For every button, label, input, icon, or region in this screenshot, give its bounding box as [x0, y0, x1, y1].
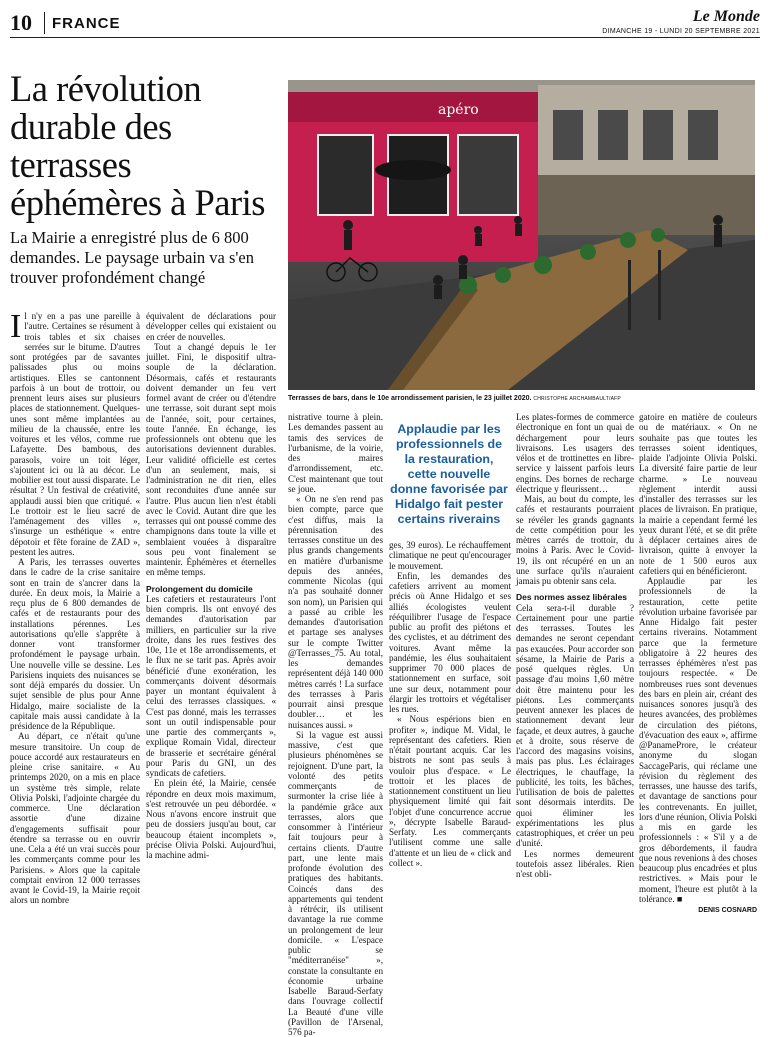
deck: La Mairie a enregistré plus de 6 800 demandes. Le paysage urbain va s'en trouver profondément changé — [10, 228, 254, 287]
newspaper-logo: Le Monde — [692, 8, 760, 25]
subhead-1: Prolongement du domicile — [146, 583, 253, 594]
article-column-2: équivalent de déclarations pour développer celles qui existaient ou en créer de nouvelles. Tout a changé depuis le 1er juillet. Fini, le dispositif ultra-souple de la déclaration. Désormais, cafés et restaurants doivent demander un feu vert formel avant de créer ou d'étendre une terrasse, soit durant sept mois de l'année, soit, pour certaines, toute l'année. En échange, les professionnels ont obtenu que les autorisations deviennent durables. Leur validité officielle est certes d'un an seulement, mais, si l'administration ne dit rien, elles sont reconduites d'une année sur l'autre. Plus aucun lien n'est établi avec le Covid. Autant dire que les terrasses qui ont poussé comme des champignons dans toute la ville et semblaient vouées à disparaître sous peu vont finalement se maintenir. Éphémères et éternelles en même temps. Prolongement du domicile Les cafetiers et restaurateurs l'ont bien compris. Ils ont envoyé des demandes d'autorisation par milliers, en particulier sur la rive droite, dans les rues festives des 10e, 11e et 18e arrondissements, et le flux ne se tarit pas. Après avoir bénéficié d'une exonération, les commerçants doivent désormais payer un montant équivalent à celui des terrasses classiques. « C'est pas donné, mais les terrasses sont un outil indispensable pour une partie des commerçants », explique Romain Vidal, directeur de brasserie et secrétaire général pour Paris du GNI, un des syndicats de cafetiers. En plein été, la Mairie, censée répondre en deux mois maximum, s'est retrouvée un peu débordée. « Nous n'avons encore instruit que peu de dossiers jusqu'au bout, car beaucoup étaient incomplets », précise Olivia Polski. Aujourd'hui, la machine admi- — [146, 311, 276, 860]
page-number: 10 — [10, 10, 32, 35]
article-column-3: nistrative tourne à plein. Les demandes passent au tamis des services de l'urbanisme, de la voirie, des maires d'arrondissement, etc. C'est maintenant que tout se joue. « On ne s'en rend pas bien compte, parce que c'est diffus, mais la pérennisation des terrasses constitue un des plus grands changements en matière d'urbanisme depuis des années, commente Nicolas (qui n'a pas souhaité donner son nom), un Parisien qui a passé au crible les demandes d'autorisation et partage ses analyses sur le compte Twitter @Terrasses_75. Au total, les demandes représentent déjà 140 000 mètres carrés ! La surface des terrasses à Paris pourrait ainsi presque doubler… et les nuisances aussi. » Si la vague est aussi massive, c'est que plusieurs phénomènes se rejoignent. D'une part, la volonté des petits commerçants de surmonter la crise liée à la pandémie grâce aux terrasses, alors que consommer à l'intérieur fait toujours peur à certains clients. D'autre part, une lente mais profonde évolution des pratiques des habitants. Coincés dans des appartements qui tendent à rétrécir, ils utilisent davantage la rue comme un prolongement de leur domicile. « L'espace public se "méditerranéise" », constate la consultante en économie urbaine Isabelle Baraud-Serfaty dans l'ouvrage collectif La Beauté d'une ville (Pavillon de l'Arsenal, 576 pa- — [288, 412, 383, 1037]
author-signature: DENIS COSNARD — [698, 907, 757, 914]
article-column-5: Les plates-formes de commerce électronique en font un quai de déchargement pour leurs livraisons. Les usagers des vélos et de trottinettes en libre-service y laissent parfois leurs engins. Des bornes de recharge électrique y fleurissent… Mais, au bout du compte, les cafés et restaurants pourraient se révéler les grands gagnants de cette compétition pour les mètres carrés de trottoir, du moins à Paris. Avec le Covid-19, ils ont récupéré en un an une surface qu'ils n'auraient jamais pu obtenir sans cela. Des normes assez libérales Cela sera-t-il durable ? Certainement pour une partie des terrasses. Toutes les demandes ne seront cependant pas exaucées. Pour accorder son sésame, la Mairie de Paris a posé quelques règles. Un passage d'au moins 1,60 mètre doit être maintenu pour les piétons. Les commerçants peuvent annexer les places de stationnement devant leur façade, et deux autres, à gauche et à droite, sous réserve de l'accord des magasins voisins, mais pas plus. Les éclairages électriques, le chauffage, la publicité, les toits, les bâches, l'utilisation de bois de palettes sont désormais interdits. De quoi éliminer les expérimentations les plus catastrophiques, et créer un peu d'unité. Les normes demeurent toutefois assez libérales. Rien n'est obli- — [516, 412, 634, 879]
article-photo — [288, 80, 755, 390]
section-label: FRANCE — [52, 15, 121, 32]
article-column-6: gatoire en matière de couleurs ou de matériaux. « On ne souhaite pas que toutes les terrasses soient identiques, plaide l'adjointe Olivia Polski. La diversité faire partie de leur charme. » Le nouveau règlement interdit aussi d'installer des terrasses sur les places de livraison. En pratique, la mairie a cependant fermé les yeux durant l'été, et se dit prête à déplacer certaines aires de livraison, quitte à envoyer la note de 1 500 euros aux cafetiers qui en bénéficieront. Applaudie par les professionnels de la restauration, cette petite révolution urbaine favorisée par Anne Hidalgo fait pester certains riverains. Notamment parce que la fermeture obligatoire à 22 heures des terrasses éphémères n'est pas toujours respectée. « De nombreuses rues sont devenues des bars en plein air, créant des nuisances sonores jusqu'à des heures avancées, des problèmes de circulation des piétons, d'évacuation des eaux », affirme @PanameProre, le créateur anonyme du slogan SaccageParis, qui réclame une révision du règlement des terrasses, une hausse des tarifs, et davantage de sanctions pour les contrevenants. En juillet, lors d'une réunion, Olivia Polski a mis en garde les professionnels : « S'il y a de gros débordements, il faudra que nous revenions à des choses beaucoup plus encadrées et plus restrictives. » Mais pour le moment, l'heure est plutôt à la tolérance. ■ DENIS COSNARD — [639, 412, 757, 916]
headline: La révolution durable des terrasses éphémères à Paris — [10, 68, 266, 223]
issue-date: DIMANCHE 19 - LUNDI 20 SEPTEMBRE 2021 — [602, 28, 760, 35]
terrace-photo-illustration — [288, 80, 755, 390]
photo-credit: CHRISTOPHE ARCHAMBAULT/AFP — [533, 396, 621, 402]
drop-cap: I — [10, 308, 22, 345]
page-header — [10, 8, 760, 38]
caption-text: Terrasses de bars, dans le 10e arrondissement parisien, le 23 juillet 2020. — [288, 395, 532, 402]
apero-sign: apéro — [438, 102, 479, 118]
photo-caption — [288, 395, 755, 402]
pull-quote: Applaudie par les professionnels de la restauration, cette nouvelle donne favorisée par Hidalgo fait pester certains riverains — [390, 422, 508, 526]
header-divider — [44, 12, 45, 34]
article-column-1: Il n'y en a pas une pareille à l'autre. Certaines se résument à trois tables et six chaises serrées sur le bitume. D'autres sont protégées par de savantes palissades plus ou moins artistiques. Elles se cantonnent parfois à un bout de trottoir, ou prennent leurs aises sur plusieurs places de stationnement. Quelques-unes sont même implantées au milieu de la chaussée, entre les voitures et les vélos, comme rue Lafayette. Des bambous, des parasols, voire un toit léger, s'ajoutent ici ou là au décor. Le mobilier est tout aussi disparate. Le résultat ? Un festival de créativité, applaudi aussi bien que critiqué. « Le trottoir est le lieu sacré de l'aménagement des villes », s'insurge un esthétique « entre dépotoir et fête foraine de ZAD », pestent les autres. A Paris, les terrasses ouvertes dans le cadre de la crise sanitaire sont en train de s'ancrer dans la durée. En deux mois, la Mairie a reçu plus de 6 800 demandes de cafés et de restaurants pour des installations pérennes. Les autorisations qu'elle s'apprête à donner vont transformer profondément le paysage urbain. Une nouvelle ville se dessine. Les Parisiens inquiets des nuisances se sont déjà emparés du dossier. Un sujet sensible de plus pour Anne Hidalgo, maire socialiste de la capitale mais aussi candidate à la présidence de la République. Au départ, ce n'était qu'une mesure transitoire. Un coup de pouce accordé aux restaurateurs en pleine crise sanitaire. « Au printemps 2020, on a mis en place un système très simple, relate Olivia Polski, l'adjointe chargée du commerce. Une déclaration assortie d'une dizaine d'engagements suffisait pour étendre sa terrasse ou en ouvrir une. Cela a été un vrai succès pour les commerçants comme pour les Parisiens. » Alors que la capitale comptait environ 12 000 terrasses avant le Covid-19, la Mairie reçoit alors un nombre — [10, 308, 140, 906]
subhead-2: Des normes assez libérales — [516, 592, 628, 603]
article-column-4: ges, 39 euros). Le réchauffement climatique ne peut qu'encourager le mouvement. Enfin, les demandes des cafetiers arrivent au moment précis où Anne Hidalgo et ses alliés écologistes veulent rééquilibrer l'usage de l'espace public au profit des piétons et des cyclistes, et au détriment des voitures. Avant même la pandémie, les élus souhaitaient supprimer 70 000 places de stationnement en surface, soit une sur deux, notamment pour élargir les trottoirs et végétaliser les rues. « Nous espérions bien en profiter », indique M. Vidal, le représentant des cafetiers. Rien n'était pourtant acquis. Car les bistrots ne sont pas seuls à vouloir plus d'espace. « Le trottoir et les places de stationnement constituent un lieu physiquement limité qui fait l'objet d'une concurrence accrue », décrypte Isabelle Baraud-Serfaty. Les commerçants l'utilisent comme une salle d'attente et un lieu de « click and collect ». — [389, 540, 511, 868]
